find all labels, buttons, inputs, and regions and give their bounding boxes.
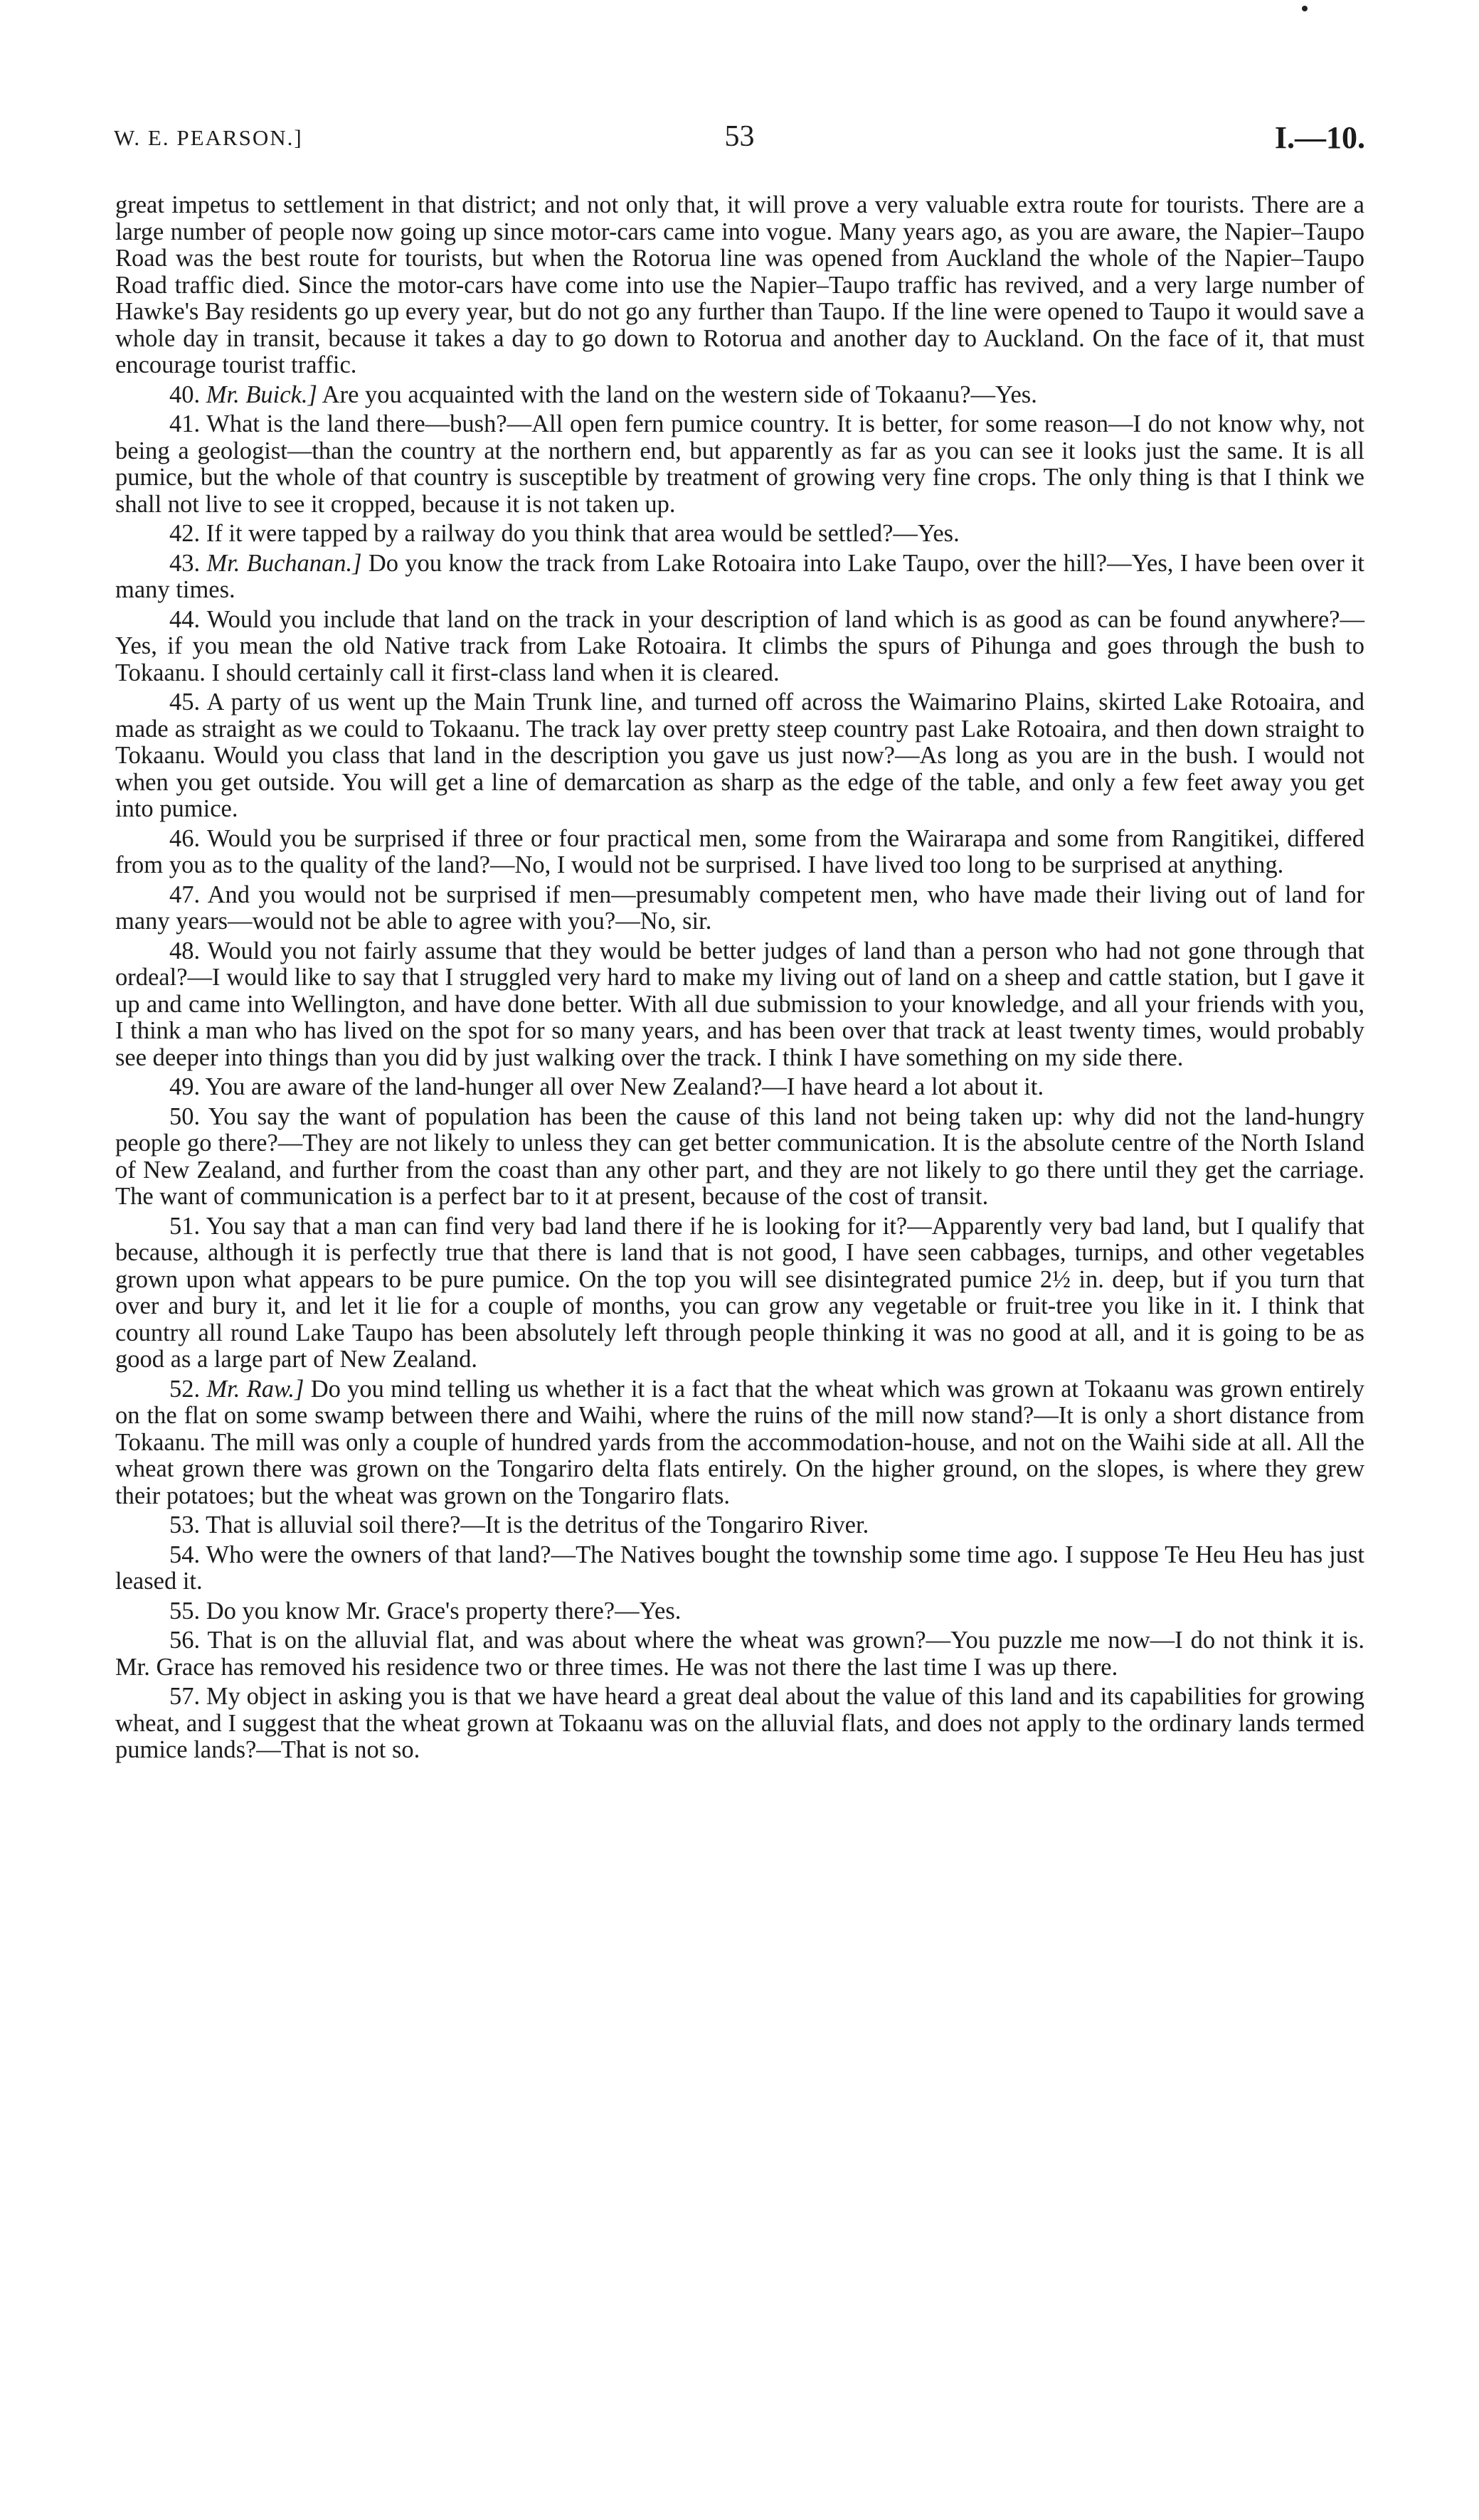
paragraph: 48. Would you not fairly assume that they would be better judges of land than a person who had not gone through that ordeal?—I would like to say that I struggled very hard to make my living out of land on a sheep and cattle station, but I gave it up and came into Wellington, and have done better. With all due submission to your knowledge, and all your friends with you, I think a man who has lived on the spot for so many years, and has been over that track at least twenty times, would probably see deeper into things than you did by just walking over the track. I think I have something on my side there. (115, 937, 1364, 1071)
body-text (115, 192, 1364, 1767)
paper-reference: I.—10. (1274, 120, 1365, 155)
paragraph: 45. A party of us went up the Main Trunk line, and turned off across the Waimarino Plains, skirted Lake Rotoaira, and made as straight as we could to Tokaanu. The track lay over pretty steep country past Lake Rotoaira, and then down straight to Tokaanu. Would you class that land in the description you gave us just now?—As long as you are in the bush. I would not when you get outside. You will get a line of demarcation as sharp as the edge of the table, and only a few feet away you get into pumice. (115, 689, 1364, 822)
paragraph: 43. Mr. Buchanan.] Do you know the track from Lake Rotoaira into Lake Taupo, over the hill?—Yes, I have been over it many times. (115, 549, 1365, 603)
paragraph: 52. Mr. Raw.] Do you mind telling us whether it is a fact that the wheat which was grown at Tokaanu was grown entirely on the flat on some swamp between there and Waihi, where the ruins of the mill now stand?—It is only a short distance from Tokaanu. The mill was only a couple of hundred yards from the accommodation-house, and not on the Waihi side at all. All the wheat grown there was grown on the Tongariro delta flats entirely. On the higher ground, on the slopes, is where they grew their potatoes; but the wheat was grown on the Tongariro flats. (115, 1375, 1365, 1509)
paragraph: 44. Would you include that land on the track in your description of land which is as good as can be found anywhere?—Yes, if you mean the old Native track from Lake Rotoaira. It climbs the spurs of Pihunga and goes through the bush to Tokaanu. I should certainly call it first-class land when it is cleared. (115, 605, 1364, 686)
paragraph: 56. That is on the alluvial flat, and was about where the wheat was grown?—You puzzle me now—I do not think it is. Mr. Grace has removed his residence two or three times. He was not there the last time I was up there. (115, 1627, 1364, 1681)
paragraph: 40. Mr. Buick.] Are you acquainted with the land on the western side of Tokaanu?—Yes. (169, 381, 1037, 408)
paragraph: 46. Would you be surprised if three or four practical men, some from the Wairarapa and some from Rangitikei, differed from you as to the quality of the land?—No, I would not be surprised. I have lived too long to be surprised at anything. (115, 824, 1364, 878)
paragraph: 41. What is the land there—bush?—All open fern pumice country. It is better, for some reason—I do not know why, not being a geologist—than the country at the northern end, but apparently as far as you can see it looks just the same. It is all pumice, but the whole of that country is susceptible by treatment of growing very fine crops. The only thing is that I think we shall not live to see it cropped, because it is not taken up. (115, 410, 1364, 518)
paragraph: 51. You say that a man can find very bad land there if he is looking for it?—Apparently very bad land, but I qualify that because, although it is perfectly true that there is land that is not good, I have seen cabbages, turnips, and other vegetables grown upon what appears to be pure pumice. On the top you will see disintegrated pumice 2½ in. deep, but if you turn that over and bury it, and let it lie for a couple of months, you can grow any vegetable or fruit-tree you like in it. I think that country all round Lake Taupo has been absolutely left through people thinking it was no good at all, and it is going to be as good as a large part of New Zealand. (115, 1212, 1364, 1373)
paragraph: 49. You are aware of the land-hunger all over New Zealand?—I have heard a lot about it. (169, 1073, 1044, 1100)
page-header (114, 119, 1365, 162)
speaker-label: Mr. Buchanan.] (206, 549, 362, 577)
paragraph: 42. If it were tapped by a railway do you think that area would be settled?—Yes. (169, 520, 960, 547)
paragraph: 54. Who were the owners of that land?—The Natives bought the township some time ago. I suppose Te Heu Heu has just leased it. (115, 1541, 1364, 1595)
page-number: 53 (724, 120, 755, 153)
paragraph: 55. Do you know Mr. Grace's property there?—Yes. (169, 1597, 682, 1625)
speaker-label: Mr. Raw.] (206, 1375, 304, 1403)
paragraph: great impetus to settlement in that district; and not only that, it will prove a very valuable extra route for tourists. There are a large number of people now going up since motor-cars came into vogue. Many years ago, as you are aware, the Napier–Taupo Road was the best route for tourists, but when the Rotorua line was opened from Auckland the whole of the Napier–Taupo Road traffic died. Since the motor-cars have come into use the Napier–Taupo traffic has revived, and a very large number of Hawke's Bay residents go up every year, but do not go any further than Taupo. If the line were opened to Taupo it would save a whole day in transit, because it takes a day to go down to Rotorua and another day to Auckland. On the face of it, that must encourage tourist traffic. (115, 191, 1364, 378)
paragraph: 57. My object in asking you is that we have heard a great deal about the value of this land and its capabilities for growing wheat, and I suggest that the wheat grown at Tokaanu was on the alluvial flats, and does not apply to the ordinary lands termed pumice lands?—That is not so. (115, 1683, 1364, 1763)
paragraph: 47. And you would not be surprised if men—presumably competent men, who have made their living out of land for many years—would not be able to agree with you?—No, sir. (115, 881, 1364, 935)
paragraph: 50. You say the want of population has been the cause of this land not being taken up: why did not the land-hungry people go there?—They are not likely to unless they can get better communication. It is the absolute centre of the North Island of New Zealand, and further from the coast than any other part, and they are not likely to go there until they get the carriage. The want of communication is a perfect bar to it at present, because of the cost of transit. (115, 1102, 1364, 1210)
paragraph: 53. That is alluvial soil there?—It is the detritus of the Tongariro River. (169, 1511, 869, 1538)
header-witness-name: W. E. PEARSON.] (114, 125, 303, 150)
margin-dot (1302, 6, 1308, 11)
speaker-label: Mr. Buick.] (206, 381, 317, 408)
